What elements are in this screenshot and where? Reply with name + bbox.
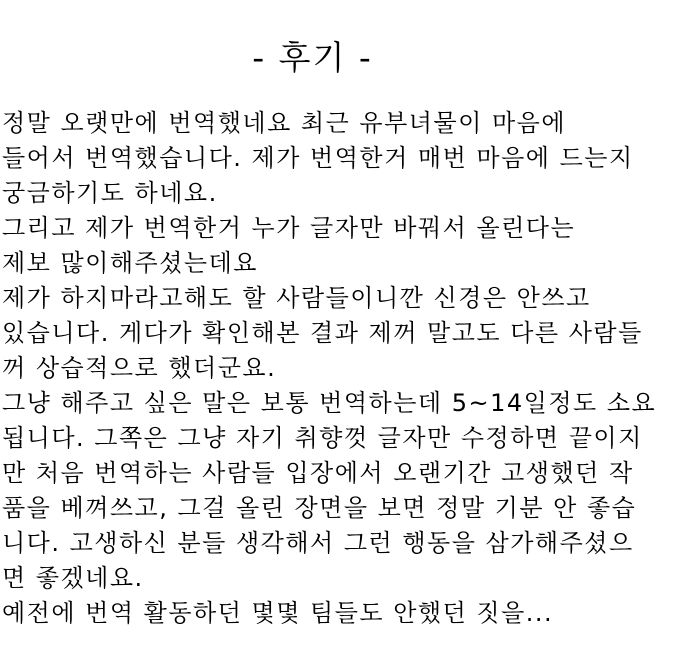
text-line: 제가 하지마라고해도 할 사람들이니깐 신경은 안쓰고 <box>2 284 591 312</box>
text-line: 제보 많이해주셨는데요 <box>2 249 258 277</box>
text-line: 정말 오랫만에 번역했네요 최근 유부녀물이 마음에 <box>2 109 567 137</box>
text-line: 만 처음 번역하는 사람들 입장에서 오랜기간 고생했던 작 <box>2 459 634 487</box>
text-line: 품을 베껴쓰고, 그걸 올린 장면을 보면 정말 기분 안 좋습 <box>2 494 637 522</box>
text-line: 꺼 상습적으로 했더군요. <box>2 354 277 382</box>
text-line: 그리고 제가 번역한거 누가 글자만 바꿔서 올린다는 <box>2 214 576 242</box>
text-line: 그냥 해주고 싶은 말은 보통 번역하는데 5~14일정도 소요 <box>2 389 657 417</box>
text-line: 니다. 고생하신 분들 생각해서 그런 행동을 삼가해주셨으 <box>2 529 634 557</box>
text-line: 궁금하기도 하네요. <box>2 179 218 207</box>
text-line: 들어서 번역했습니다. 제가 번역한거 매번 마음에 드는지 <box>2 144 634 172</box>
page-title: - 후기 - <box>252 38 373 77</box>
text-line: 예전에 번역 활동하던 몇몇 팀들도 안했던 짓을... <box>2 599 554 627</box>
note-body <box>2 106 690 631</box>
text-line: 됩니다. 그쪽은 그냥 자기 취향껏 글자만 수정하면 끝이지 <box>2 424 643 452</box>
text-line: 면 좋겠네요. <box>2 564 144 592</box>
text-line: 있습니다. 게다가 확인해본 결과 제꺼 말고도 다른 사람들 <box>2 319 643 347</box>
